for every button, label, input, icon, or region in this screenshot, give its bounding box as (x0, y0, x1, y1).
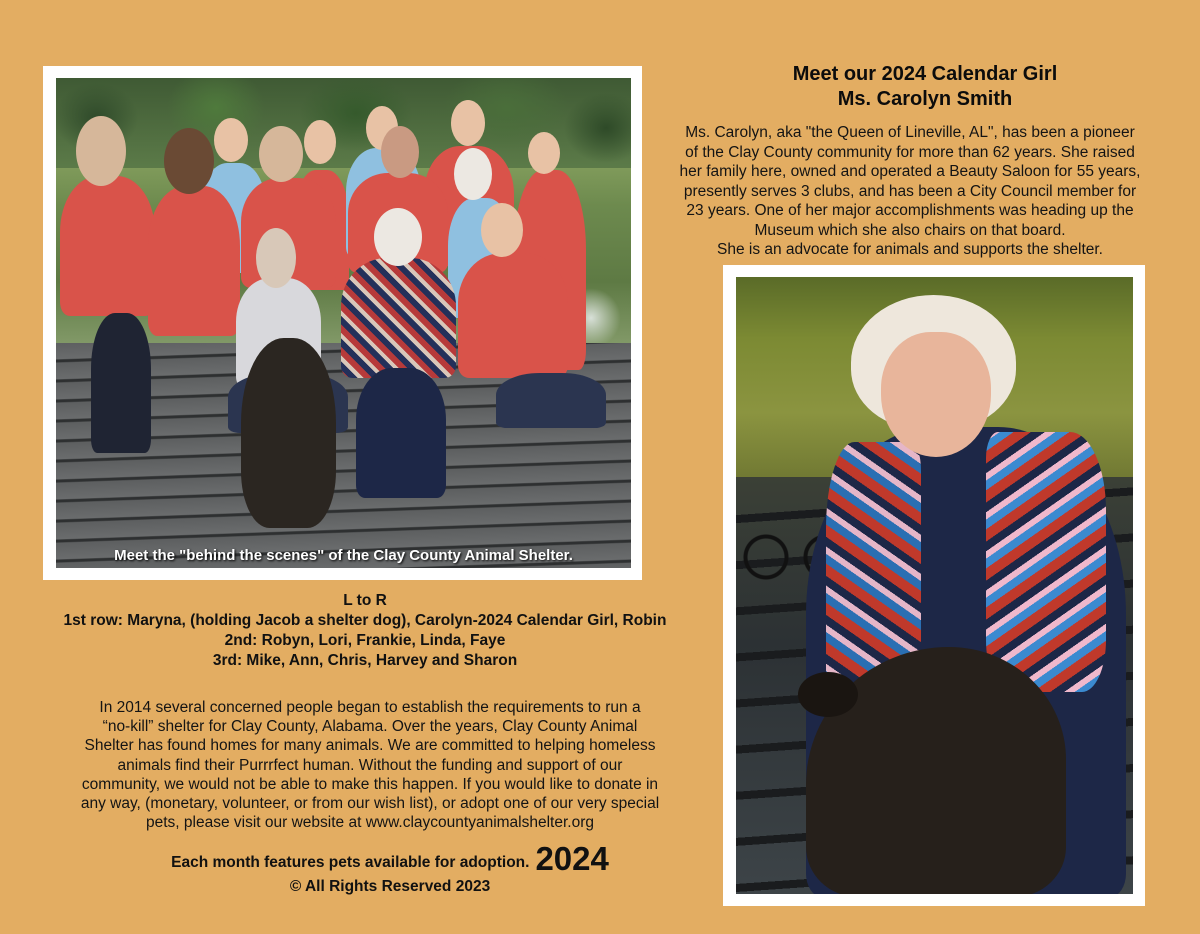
mission-line: Shelter has found homes for many animals. We are committed to helping homeless (84, 737, 656, 755)
bio-line: Museum which she also chairs on that board. (754, 221, 1066, 239)
person-lori (148, 186, 240, 336)
group-photo-frame (43, 66, 642, 580)
carolyn-face (881, 332, 991, 457)
mission-line: any way, (monetary, volunteer, or from our wish list), or adopt one of our very special (80, 795, 660, 813)
person-maryna-head (256, 228, 296, 288)
mission-line: community, we would not be able to make this happen. If you would like to donate in (81, 775, 659, 793)
mission-line: animals find their Purrrfect human. Without the funding and support of our (117, 756, 623, 774)
bio-line: presently serves 3 clubs, and has been a City Council member for (683, 182, 1137, 200)
group-photo-caption: Meet the "behind the scenes" of the Clay County Animal Shelter. (114, 547, 573, 564)
lineup-row-2: 2nd: Robyn, Lori, Frankie, Linda, Faye (224, 632, 506, 649)
embroidered-shawl-right (986, 432, 1106, 692)
portrait-photo-frame (723, 265, 1145, 906)
mission-line: pets, please visit our website at www.claycountyanimalshelter.org (146, 814, 594, 832)
person-lori-head (164, 128, 214, 194)
person-faye-head (454, 148, 492, 200)
person-sharon-head (528, 132, 560, 174)
person-carolyn-legs (356, 368, 446, 498)
person-harvey-head (451, 100, 485, 146)
lineup-row-3: 3rd: Mike, Ann, Chris, Harvey and Sharon (212, 652, 518, 669)
person-robyn-head (76, 116, 126, 186)
bio-line: Ms. Carolyn, aka "the Queen of Lineville, AL", has been a pioneer (685, 124, 1135, 141)
person-robyn-legs (91, 313, 151, 453)
title-line-1: Meet our 2024 Calendar Girl (792, 63, 1058, 85)
shelter-dog-snout (798, 672, 858, 717)
person-robin (458, 253, 568, 378)
lineup-heading: L to R (343, 592, 387, 609)
copyright-notice: © All Rights Reserved 2023 (289, 878, 491, 895)
photo-lineup (0, 591, 730, 671)
person-frankie-head (259, 126, 303, 182)
person-mike-head (214, 118, 248, 162)
bio-line: She is an advocate for animals and supports the shelter. (716, 241, 1103, 258)
bio-line: 23 years. One of her major accomplishments was heading up the (686, 202, 1134, 219)
person-robyn (60, 176, 155, 316)
calendar-girl-title (645, 62, 1200, 112)
person-robin-legs (496, 373, 606, 428)
bio-line: her family here, owned and operated a Beauty Saloon for 55 years, (679, 163, 1141, 180)
bio-line: of the Clay County community for more than 62 years. She raised (685, 143, 1135, 161)
person-ann-head (304, 120, 336, 164)
mission-paragraph (20, 698, 720, 832)
person-carolyn-head (374, 208, 422, 266)
person-linda-head (381, 126, 419, 178)
group-photo (56, 78, 631, 568)
adoption-note: Each month features pets available for adoption. (171, 854, 530, 871)
footer-adoption-line (120, 840, 660, 878)
bio-paragraph (645, 123, 1175, 260)
person-carolyn (341, 258, 456, 378)
footer (120, 840, 660, 896)
title-line-2: Ms. Carolyn Smith (837, 88, 1013, 110)
calendar-year: 2024 (535, 840, 609, 877)
person-robin-head (481, 203, 523, 257)
portrait-photo (736, 277, 1133, 894)
mission-line: “no-kill” shelter for Clay County, Alabama. Over the years, Clay County Animal (102, 718, 638, 736)
lineup-row-1: 1st row: Maryna, (holding Jacob a shelter dog), Carolyn-2024 Calendar Girl, Robin (63, 612, 667, 629)
shelter-dog-jacob (241, 338, 336, 528)
mission-line: In 2014 several concerned people began to establish the requirements to run a (99, 699, 641, 716)
